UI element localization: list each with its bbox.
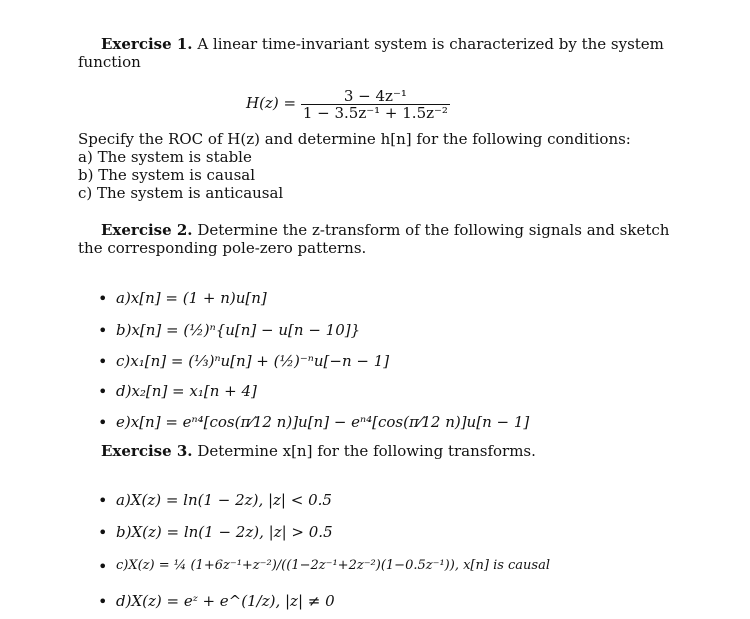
- bullet-icon: [98, 325, 106, 333]
- exercise-3-intro-text: Determine x[n] for the following transforms.: [197, 442, 536, 460]
- condition-c: c) The system is anticausal: [78, 184, 284, 202]
- exercise-2-intro: [101, 221, 669, 239]
- bullet-icon: [98, 417, 106, 425]
- bullet-icon: [98, 356, 106, 364]
- exercise-3-intro: [101, 442, 536, 460]
- ex2-item-b: b)x[n] = (½)ⁿ{u[n] − u[n − 10]}: [116, 321, 361, 339]
- exercise-1-intro: [101, 35, 664, 53]
- bullet-icon: [98, 561, 106, 569]
- ex3-item-d: d)X(z) = eᶻ + e^(1/z), |z| ≠ 0: [116, 592, 335, 610]
- bullet-icon: [98, 293, 106, 301]
- bullet-icon: [98, 386, 106, 394]
- ex2-item-d: d)x₂[n] = x₁[n + 4]: [116, 382, 257, 400]
- condition-b: b) The system is causal: [78, 166, 256, 184]
- ex2-item-c: c)x₁[n] = (⅓)ⁿu[n] + (½)⁻ⁿu[−n − 1]: [116, 352, 390, 370]
- exercise-1-question: Specify the ROC of H(z) and determine h[n] for the following conditions:: [78, 130, 631, 148]
- condition-a: a) The system is stable: [78, 148, 252, 166]
- ex2-item-e: e)x[n] = eⁿ⁴[cos(π⁄12 n)]u[n] − eⁿ⁴[cos(π⁄12 n)]u[n − 1]: [116, 413, 530, 431]
- ex3-item-a: a)X(z) = ln(1 − 2z), |z| < 0.5: [116, 491, 332, 509]
- exercise-3-heading: Exercise 3.: [101, 442, 193, 460]
- bullet-icon: [98, 495, 106, 503]
- formula-numerator: 3 − 4z⁻¹: [301, 88, 450, 105]
- formula-denominator: 1 − 3.5z⁻¹ + 1.5z⁻²: [302, 103, 448, 122]
- exercise-1-heading: Exercise 1.: [101, 35, 193, 53]
- formula-lhs: H(z) =: [246, 94, 297, 112]
- bullet-icon: [98, 596, 106, 604]
- exercise-2-intro-line1: Determine the z-transform of the following signals and sketch: [197, 221, 670, 239]
- exercise-1-intro-line1: A linear time-invariant system is characterized by the system: [197, 35, 664, 53]
- ex3-item-b: b)X(z) = ln(1 − 2z), |z| > 0.5: [116, 523, 333, 541]
- exercise-2-intro-line2: the corresponding pole-zero patterns.: [78, 239, 367, 257]
- exercise-2-heading: Exercise 2.: [101, 221, 193, 239]
- ex3-item-c: c)X(z) = ¼ (1+6z⁻¹+z⁻²)/((1−2z⁻¹+2z⁻²)(1−0.5z⁻¹)), x[n] is causal: [116, 558, 551, 573]
- transfer-function-formula: [246, 86, 450, 121]
- exercise-1-intro-line2: function: [78, 53, 141, 71]
- bullet-icon: [98, 527, 106, 535]
- formula-fraction: [301, 88, 450, 121]
- ex2-item-a: a)x[n] = (1 + n)u[n]: [116, 289, 267, 307]
